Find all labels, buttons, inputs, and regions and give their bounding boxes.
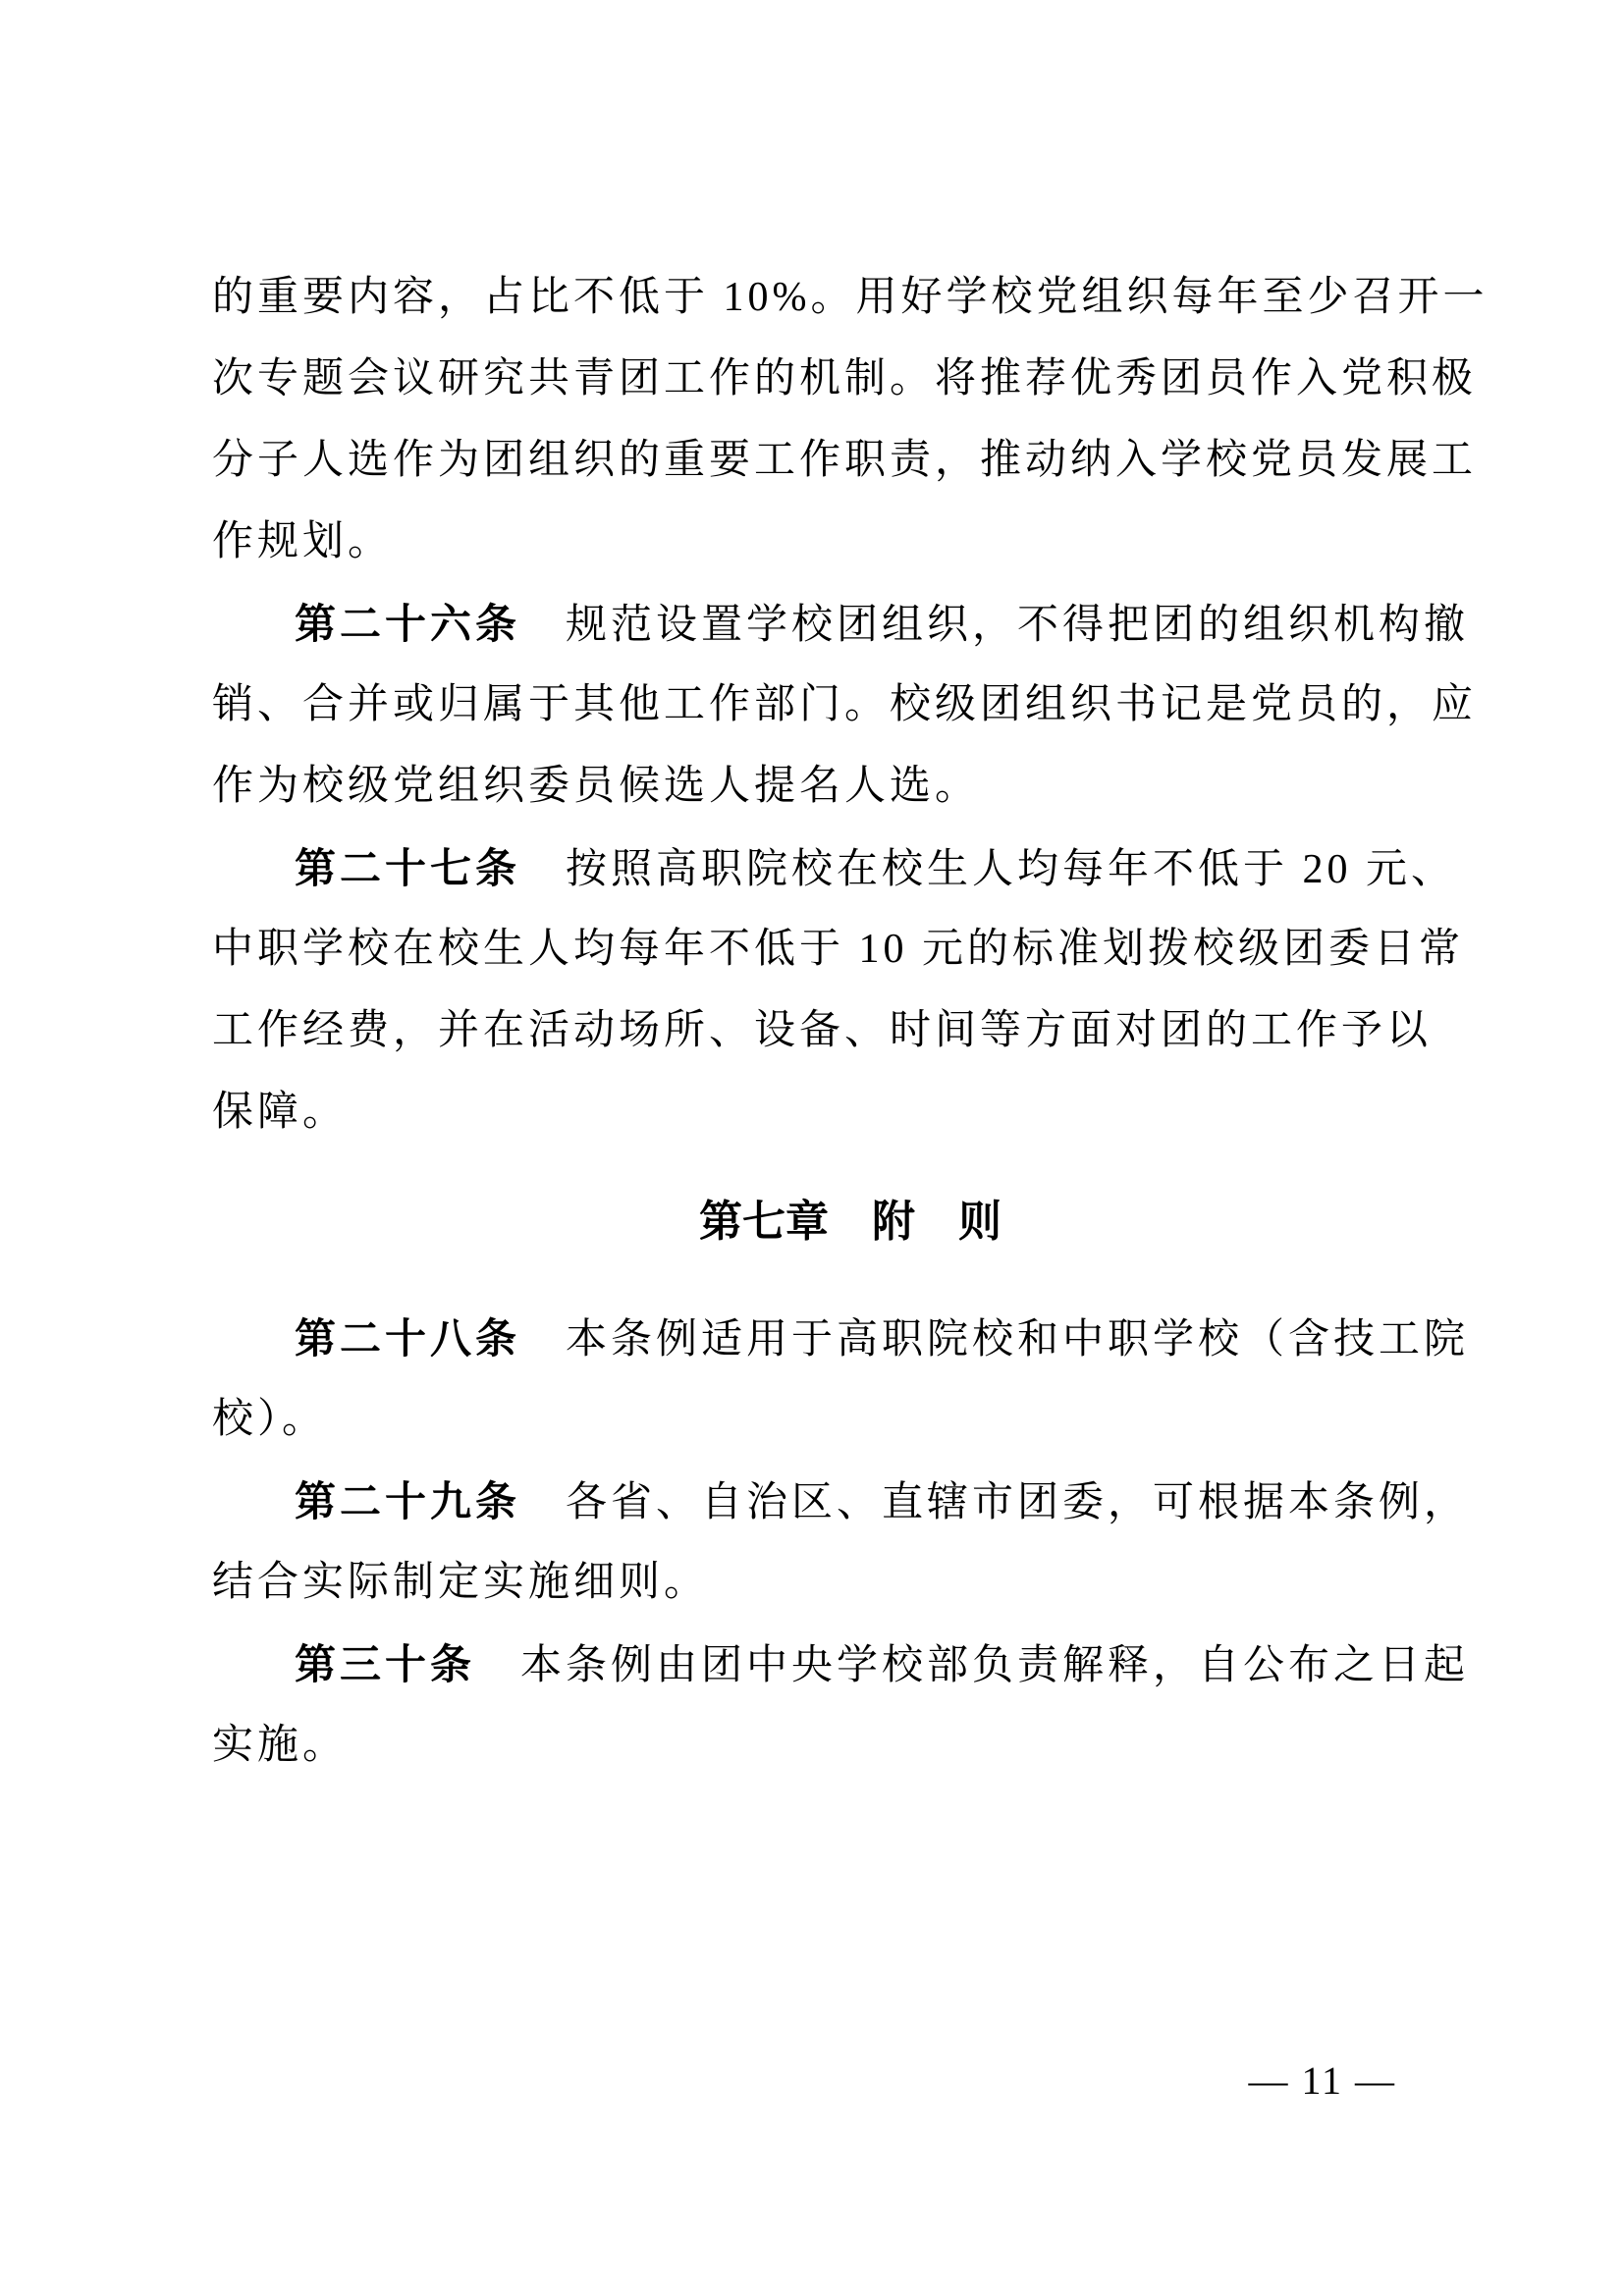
article-number: 第二十六条 [295,601,521,647]
article-line [212,1298,1489,1379]
line-text: 分子人选作为团组织的重要工作职责，推动纳入学校党员发展工 [212,438,1478,483]
line-text: 本条例适用于高职院校和中职学校（含技工院 [566,1317,1470,1362]
article-line [212,1624,1489,1705]
line-text: 作规划。 [212,519,394,564]
article-line [212,583,1489,665]
line-text: 销、合并或归属于其他工作部门。校级团组织书记是党员的，应 [212,682,1478,727]
body-line [212,665,1489,746]
body-line [212,502,1489,583]
line-text: 作为校级党组织委员候选人提名人选。 [212,764,981,809]
body-line [212,1542,1489,1624]
line-text: 规范设置学校团组织，不得把团的组织机构撤 [566,603,1470,648]
line-text: 校）。 [212,1397,328,1442]
article-line [212,1461,1489,1542]
body-line [212,746,1489,828]
line-text: 次专题会议研究共青团工作的机制。将推荐优秀团员作入党积极 [212,356,1478,401]
line-text: 各省、自治区、直辖市团委，可根据本条例， [566,1480,1470,1525]
article-number: 第三十条 [295,1641,476,1687]
line-text: 结合实际制定实施细则。 [212,1560,710,1605]
line-text: 工作经费，并在活动场所、设备、时间等方面对团的工作予以 [212,1008,1433,1053]
article-number: 第二十九条 [295,1478,521,1524]
body-line [212,909,1489,990]
line-text: 本条例由团中央学校部负责解释，自公布之日起 [520,1643,1470,1688]
body-line [212,339,1489,420]
document-body [212,257,1489,1787]
body-line [212,1072,1489,1153]
body-line [212,1379,1489,1461]
article-number: 第二十八条 [295,1315,521,1362]
body-line [212,990,1489,1072]
line-text: 按照高职院校在校生人均每年不低于 20 元、 [566,847,1457,892]
article-line [212,828,1489,909]
body-line [212,1705,1489,1787]
article-number: 第二十七条 [295,845,521,891]
line-text: 中职学校在校生人均每年不低于 10 元的标准划拨校级团委日常 [212,927,1465,972]
line-text: 实施。 [212,1723,349,1768]
body-line [212,420,1489,502]
chapter-heading: 第七章 附 则 [699,1198,1001,1246]
body-line [212,257,1489,339]
line-text: 保障。 [212,1090,349,1135]
page-number: — 11 — [1248,2058,1396,2103]
line-text: 的重要内容，占比不低于 10%。用好学校党组织每年至少召开一 [212,275,1489,320]
